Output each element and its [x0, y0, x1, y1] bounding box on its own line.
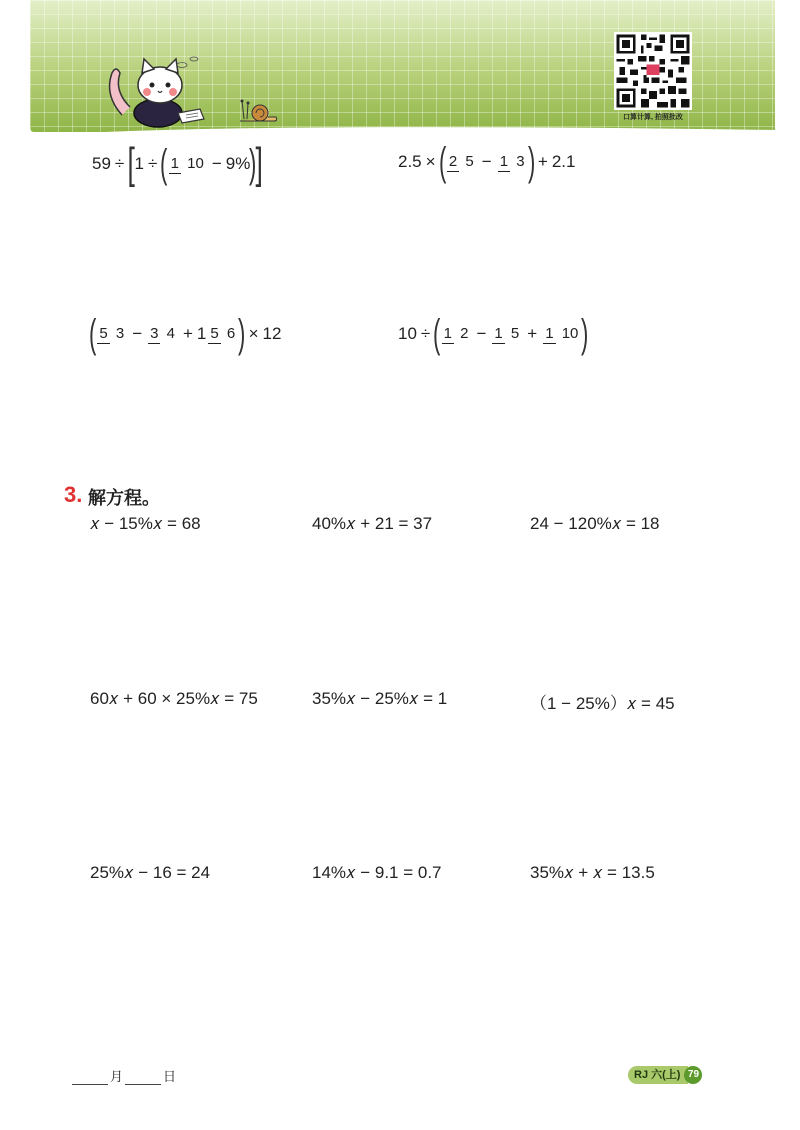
expr2-plus: +	[537, 152, 548, 171]
left-paren: (	[433, 312, 441, 356]
qr-caption: 口算计算, 拍照批改	[623, 114, 683, 121]
expression-4	[398, 314, 588, 354]
fraction-5-6: 5 6	[210, 324, 236, 342]
expr2-lead: 2.5	[398, 152, 422, 171]
expr2-minus: −	[481, 152, 492, 171]
equation-1: 𝑥 − 15%𝑥 = 68	[90, 514, 201, 533]
expr2-times: ×	[425, 152, 436, 171]
left-paren: (	[160, 142, 168, 186]
expr1-div1: ÷	[114, 154, 125, 173]
date-line	[70, 1066, 176, 1085]
equation-9: 35%𝑥 + 𝑥 = 13.5	[530, 863, 655, 882]
fraction-1-3: 1 3	[499, 152, 525, 170]
expr1-div2: ÷	[147, 154, 158, 173]
fraction-1-5: 1 5	[494, 324, 520, 342]
expr1-minus: −	[211, 154, 222, 173]
fraction-2-5: 2 5	[448, 152, 474, 170]
fraction-3-4: 3 4	[150, 324, 175, 342]
mixed-number-whole: 1	[196, 324, 207, 343]
equation-6: （1 − 25%）𝑥 = 45	[530, 694, 675, 713]
expr4-plus: +	[527, 324, 538, 343]
fraction-1-2: 1 2	[443, 324, 469, 342]
book-label: RJ 六(上)	[628, 1066, 688, 1084]
expr1-lead: 59	[92, 154, 111, 173]
expr1-percent: 9%	[225, 154, 251, 173]
snail-illustration	[238, 95, 280, 125]
right-bracket: ]	[255, 139, 263, 188]
expr3-plus: +	[182, 324, 193, 343]
qr-code-icon	[614, 32, 692, 110]
expression-3	[90, 314, 281, 354]
equation-4: 60𝑥 + 60 × 25%𝑥 = 75	[90, 689, 258, 708]
page-badge	[628, 1066, 702, 1084]
fraction-1-10: 1 10	[545, 324, 579, 342]
expr2-tail: 2.1	[551, 152, 576, 171]
expression-1	[92, 139, 263, 188]
equation-7: 25%𝑥 − 16 = 24	[90, 863, 211, 882]
equation-5: 35%𝑥 − 25%𝑥 = 1	[312, 689, 448, 708]
left-paren: (	[88, 312, 97, 356]
right-paren: )	[249, 142, 257, 186]
expr4-lead: 10	[398, 324, 417, 343]
day-blank[interactable]	[125, 1072, 161, 1085]
month-label: 月	[110, 1069, 124, 1084]
expr3-tail: 12	[262, 324, 282, 343]
equation-3: 24 − 120%𝑥 = 18	[530, 514, 660, 533]
expr4-minus: −	[476, 324, 487, 343]
left-paren: (	[438, 140, 446, 184]
left-bracket: [	[127, 139, 136, 188]
section-title: 解方程。	[88, 488, 160, 508]
day-label: 日	[163, 1069, 177, 1084]
equation-8: 14%𝑥 − 9.1 = 0.7	[312, 863, 442, 882]
month-blank[interactable]	[72, 1072, 108, 1085]
expr3-times: ×	[248, 324, 259, 343]
expr4-div: ÷	[420, 324, 431, 343]
page-number: 79	[684, 1066, 702, 1084]
right-paren: )	[581, 312, 589, 356]
expr1-one: 1	[134, 154, 144, 173]
right-paren: )	[527, 140, 535, 184]
section-number: 3.	[64, 482, 83, 507]
fraction-5-3: 5 3	[99, 324, 125, 342]
expr3-minus: −	[132, 324, 143, 343]
expression-2	[398, 142, 575, 182]
fraction-1-10: 1 10	[170, 154, 204, 172]
cat-illustration	[100, 55, 210, 130]
right-paren: )	[238, 312, 246, 356]
equation-2: 40%𝑥 + 21 = 37	[312, 514, 433, 533]
qr-code-panel[interactable]	[608, 28, 698, 126]
